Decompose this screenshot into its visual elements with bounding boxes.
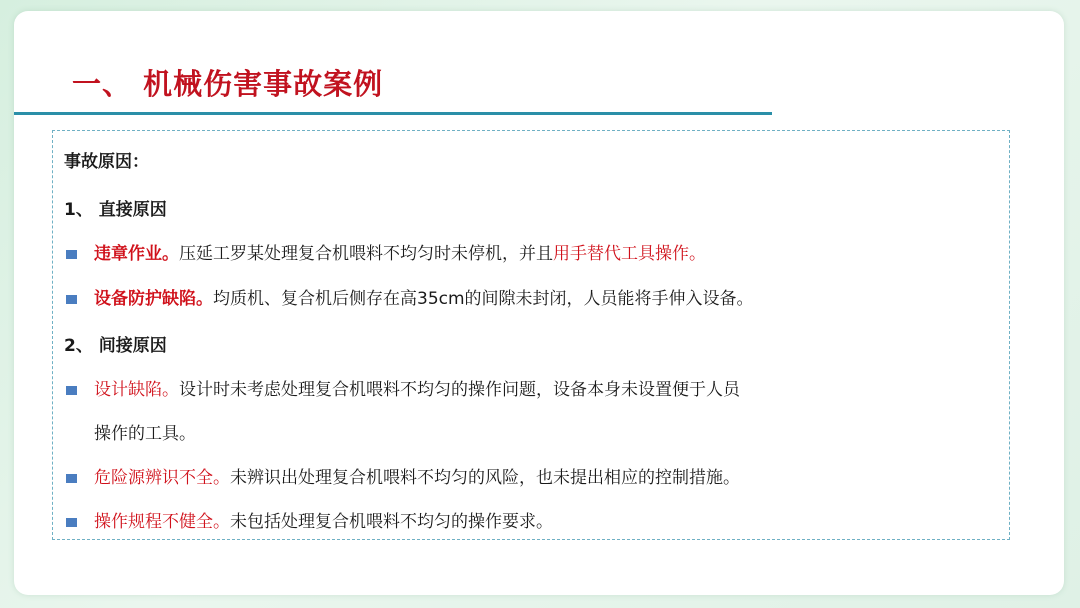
section-heading: 事故原因： — [64, 152, 149, 172]
item-highlight: 危险源辨识不全。 — [94, 468, 230, 488]
item-highlight: 设备防护缺陷。 — [94, 289, 213, 309]
indirect-cause-item-2 — [94, 466, 740, 490]
item-highlight: 设计缺陷。 — [94, 380, 179, 400]
slide-title: 一、 机械伤害事故案例 — [72, 67, 384, 101]
direct-cause-item-2 — [94, 287, 754, 311]
item-text: 未辨识出处理复合机喂料不均匀的风险，也未提出相应的控制措施。 — [230, 468, 740, 488]
indirect-cause-heading: 2、 间接原因 — [64, 336, 167, 356]
bullet-icon — [66, 295, 77, 304]
item-text: 设计时未考虑处理复合机喂料不均匀的操作问题，设备本身未设置便于人员 — [179, 380, 740, 400]
bullet-icon — [66, 518, 77, 527]
bullet-icon — [66, 386, 77, 395]
bullet-icon — [66, 474, 77, 483]
item-highlight-secondary: 用手替代工具操作。 — [553, 244, 706, 264]
item-highlight: 违章作业。 — [94, 244, 179, 264]
item-text: 压延工罗某处理复合机喂料不均匀时未停机，并且 — [179, 244, 553, 264]
item-text: 未包括处理复合机喂料不均匀的操作要求。 — [230, 512, 553, 532]
indirect-cause-item-1-continuation: 操作的工具。 — [94, 424, 196, 444]
direct-cause-heading: 1、 直接原因 — [64, 200, 167, 220]
indirect-cause-item-1 — [94, 378, 740, 402]
bullet-icon — [66, 250, 77, 259]
item-highlight: 操作规程不健全。 — [94, 512, 230, 532]
direct-cause-item-1 — [94, 242, 706, 266]
item-text: 均质机、复合机后侧存在高35cm的间隙未封闭，人员能将手伸入设备。 — [213, 289, 754, 309]
title-underline — [14, 112, 772, 115]
indirect-cause-item-3 — [94, 510, 553, 534]
